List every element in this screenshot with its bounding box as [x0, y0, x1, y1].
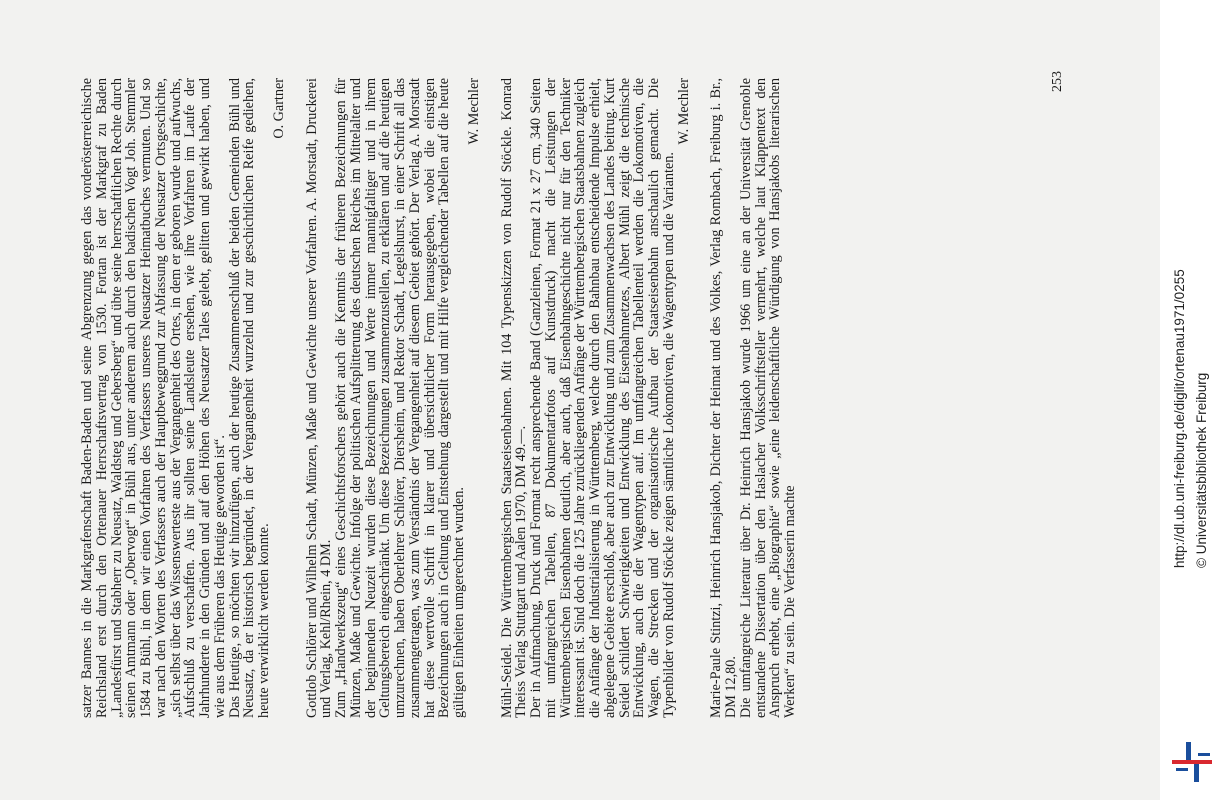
source-url-link[interactable]: http://dl.ub.uni-freiburg.de/diglit/ortenau1971/0255	[1172, 269, 1187, 568]
paragraph-eisenbahnen: Der in Aufmachung, Druck und Format recht ansprechende Band (Ganzleinen, Format 21 x 27 cm, 340 Seiten mit umfangreichen Tabellen, 87 Dokumentarfotos auf Kunstdruck) macht die Leistungen der Württembergischen Eisenbahnen deutlich, aber auch, daß Eisenbahngeschichte nicht nur für den Techniker interessant ist. Sind doch die 125 Jahre zurückliegenden Anfänge der Württembergischen Staatsbahnen zugleich die Anfänge der Industrialisierung in Württemberg, welche durch den Bahnbau entscheidende Impulse erhielt, abgelegene Gebiete erschloß, aber auch zur Entwicklung und zum Zusammenwachsen des Landes beitrug. Kurt Seidel schildert Schwierigkeiten und Entwicklung des Eisenbahnnetzes, Albert Mühl zeigt die technische Entwicklung, auch die der Wagentypen auf. Im umfangreichen Tabellenteil werden die Lokomotiven, die Wagen, die Strecken und der organisatorische Aufbau der Staatseisenbahn anschaulich gemacht. Die Typenbilder von Rudolf Stöckle zeigen sämtliche Lokomotiven, die Wagentypen und die Varianten.	[528, 78, 677, 718]
text-column	[80, 78, 798, 718]
copyright-notice: © Universitätsbibliothek Freiburg	[1194, 372, 1209, 568]
review-heading-muenzen: Gottlob Schlörer und Wilhelm Schadt, Münzen, Maße und Gewichte unserer Vorfahren. A. Morstadt, Druckerei und Verlag, Kehl/Rhein, 4 DM.	[303, 78, 335, 718]
paragraph-neusatz-1: satzer Bannes in die Markgrafenschaft Baden-Baden und seine Abgrenzung gegen das vorderösterreichische Reichsland erst durch den Ortenauer Herrschaftsvertrag von 1530. Fortan ist der Markgraf zu Baden „Landesfürst und Stabherr zu Neusatz, Waldsteg und Gebersberg“ und übte seine herrschaftlichen Rechte durch seinen Amtmann oder „Obervogt“ in Bühl aus, unter anderem auch durch den badischen Vogt Joh. Stemmler 1584 zu Bühl, in dem wir einen Vorfahren des Verfassers unseres Neusatzer Heimatbuches vermuten. Und so war nach den Worten des Verfassers auch der Hauptbeweggrund zur Abfassung der Neusatzer Ortsgeschichte, „sich selbst über das Wissenswerteste aus der Vergangenheit des Ortes, in dem er geboren wurde und aufwuchs, Aufschluß zu verschaffen. Aus ihr sollten seine Landsleute ersehen, wie ihre Vorfahren im Laufe der Jahrhunderte in den Gründen und auf den Höhen des Neusatzer Tales gelebt, gelitten und gewirkt haben, und wie aus dem Früheren das Heutige geworden ist“.	[79, 78, 228, 718]
ub-freiburg-logo-icon	[1170, 740, 1214, 784]
paragraph-neusatz-2: Das Heutige, so möchten wir hinzufügen, auch der heutige Zusammenschluß der beiden Gemeinden Bühl und Neusatz, da er historisch begründet, in der Vergangenheit wurzelnd und zur geschichtlichen Reife gediehen, heute verwirklicht werden konnte.	[226, 78, 272, 718]
page-number: 253	[1050, 71, 1065, 92]
review-heading-eisenbahnen: Mühl-Seidel. Die Württembergischen Staatseisenbahnen. Mit 104 Typenskizzen von Rudolf Stöckle. Konrad Theiss Verlag Stuttgart und Aalen 1970, DM 49.—.	[498, 78, 530, 718]
paragraph-hansjakob: Die umfangreiche Literatur über Dr. Heinrich Hansjakob wurde 1966 um eine an der Universität Grenoble entstandene Dissertation über den Haslacher Volksschriftsteller vermehrt, welche laut Klappentext den Anspruch erhebt, eine „Biographie“ sowie „eine leidenschaftliche Würdigung von Hansjakobs literarischen Werken“ zu sein. Die Verfasserin machte	[737, 78, 798, 718]
library-sidebar	[1160, 0, 1220, 800]
paragraph-muenzen: Zum „Handwerkszeug“ eines Geschichtsforschers gehört auch die Kenntnis der früheren Bezeichnungen für Münzen, Maße und Gewichte. Infolge der politischen Aufsplitterung des deutschen Reiches im Mittelalter und der beginnenden Neuzeit wurden diese Bezeichnungen und Werte immer mannigfaltiger und in ihrem Geltungsbereich eingeschränkt. Um diese Bezeichnungen zusammenzustellen, zu erklären und auf die heutigen umzurechnen, haben Oberlehrer Schlörer, Diersheim, und Rektor Schadt, Legelshurst, in einer Schrift all das zusammengetragen, was zum Verständnis der Vergangenheit auf diesem Gebiet gehört. Der Verlag A. Morstadt hat diese wertvolle Schrift in klarer und übersichtlicher Form herausgegeben, wobei die einstigen Bezeichnungen auch in Geltung und Entstehung dargestellt und mit Hilfe vergleichender Tabellen auf die heute gültigen Einheiten umgerechnet wurden.	[333, 78, 467, 718]
signature-mechler-1: W. Mechler	[465, 78, 482, 145]
review-heading-hansjakob: Marie-Paule Stintzi, Heinrich Hansjakob, Dichter der Heimat und des Volkes, Verlag Rombach, Freiburg i. Br., DM 12,80.	[708, 78, 739, 718]
signature-gartner: O. Gartner	[270, 78, 287, 139]
signature-mechler-2: W. Mechler	[675, 78, 692, 145]
